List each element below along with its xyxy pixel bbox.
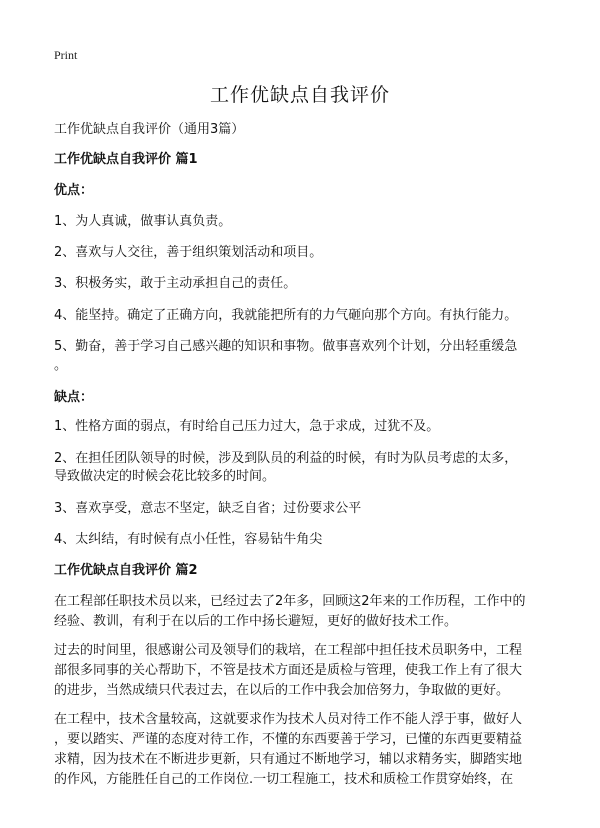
section2-paragraph <box>54 592 548 632</box>
paragraph-line: ，要以踏实、严谨的态度对待工作，不懂的东西要善于学习，已懂的东西更要精益 <box>54 732 523 747</box>
strength-item-continuation: 。 <box>54 358 68 373</box>
weakness-item: 1、性格方面的弱点，有时给自己压力过大，急于求成，过犹不及。 <box>54 419 440 434</box>
paragraph-line: 的进步，当然成绩只代表过去，在以后的工作中我会加倍努力，争取做的更好。 <box>54 683 510 698</box>
paragraph-line: 经验、教训，有利于在以后的工作中扬长避短，更好的做好技术工作。 <box>54 614 458 629</box>
weakness-item: 3、喜欢享受，意志不坚定，缺乏自省；过份要求公平 <box>54 501 362 516</box>
paragraph-line: 部很多同事的关心帮助下，不管是技术方面还是质检与管理，使我工作上有了很大 <box>54 663 523 678</box>
weakness-item-continuation: 导致做决定的时候会花比较多的时间。 <box>54 469 276 484</box>
weaknesses-heading: 缺点： <box>54 390 94 405</box>
section2-paragraph <box>54 641 548 701</box>
weakness-item: 4、太纠结，有时候有点小任性，容易钻牛角尖 <box>54 532 323 547</box>
section1-heading: 工作优缺点自我评价 篇1 <box>54 152 198 167</box>
print-label: Print <box>54 48 78 62</box>
paragraph-line: 求精，因为技术在不断进步更新，只有通过不断地学习，辅以求精务实，脚踏实地 <box>54 752 523 767</box>
paragraph-line: 在工程中，技术含量较高，这就要求作为技术人员对待工作不能人浮于事，做好人 <box>54 712 523 727</box>
section2-paragraph <box>54 710 548 790</box>
section2-heading: 工作优缺点自我评价 篇2 <box>54 563 198 578</box>
weakness-item: 2、在担任团队领导的时候，涉及到队员的利益的时候，有时为队员考虑的太多， <box>54 451 518 466</box>
strength-item: 1、为人真诚，做事认真负责。 <box>54 214 232 229</box>
document-subtitle: 工作优缺点自我评价（通用3篇） <box>54 122 245 137</box>
page-title: 工作优缺点自我评价 <box>209 84 390 106</box>
strength-item: 2、喜欢与人交往，善于组织策划活动和项目。 <box>54 245 323 260</box>
paragraph-line: 过去的时间里，很感谢公司及领导们的栽培，在工程部中担任技术员职务中，工程 <box>54 643 523 658</box>
paragraph-line: 在工程部任职技术员以来，已经过去了2年多，回顾这2年来的工作历程，工作中的 <box>54 594 526 609</box>
strengths-heading: 优点： <box>54 183 94 198</box>
strength-item: 5、勤奋，善于学习自己感兴趣的知识和事物。做事喜欢列个计划，分出轻重缓急 <box>54 339 518 354</box>
paragraph-line: 的作风，方能胜任自己的工作岗位.一切工程施工，技术和质检工作贯穿始终，在 <box>54 772 514 787</box>
strength-item: 3、积极务实，敢于主动承担自己的责任。 <box>54 276 297 291</box>
strength-item: 4、能坚持。确定了正确方向，我就能把所有的力气砸向那个方向。有执行能力。 <box>54 308 518 323</box>
